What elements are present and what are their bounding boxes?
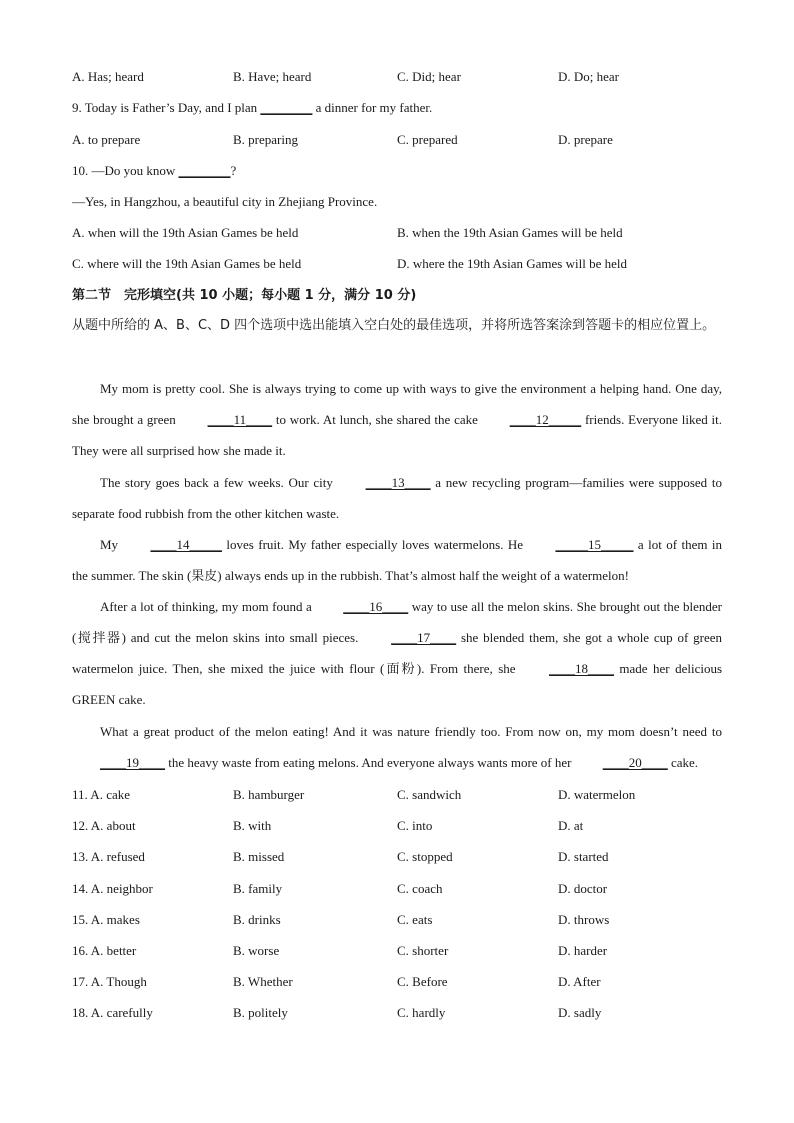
q9-option-a: A. to prepare bbox=[72, 132, 141, 147]
q10-option-a: A. when will the 19th Asian Games be held bbox=[72, 225, 299, 240]
q8-option-c: C. Did; hear bbox=[397, 69, 461, 84]
q8-option-b: B. Have; heard bbox=[233, 69, 312, 84]
blank-15: _____15_____ bbox=[555, 537, 634, 552]
q17-option-a: 17. A. Though bbox=[72, 974, 147, 990]
q16-option-c: C. shorter bbox=[397, 943, 449, 958]
q15-option-d: D. throws bbox=[558, 911, 610, 927]
q10-question bbox=[72, 163, 722, 179]
q10-reply: —Yes, in Hangzhou, a beautiful city in Zhejiang Province. bbox=[72, 194, 378, 209]
passage-paragraph-5 bbox=[72, 716, 722, 778]
passage-paragraph-3 bbox=[72, 529, 722, 591]
q12-option-c: C. into bbox=[397, 818, 433, 834]
q12-option-b: B. with bbox=[233, 818, 272, 834]
q12-option-a: 12. A. about bbox=[72, 818, 136, 834]
q8-option-d: D. Do; hear bbox=[558, 69, 620, 84]
q14-option-d: D. doctor bbox=[558, 880, 608, 896]
q11-option-a: 11. A. cake bbox=[72, 787, 130, 802]
q13-option-d: D. started bbox=[558, 849, 609, 865]
q10-blank: ________ bbox=[178, 163, 231, 178]
p4-text-1: After a lot of thinking, my mom found a bbox=[100, 599, 316, 614]
p1-text-2: to work. At lunch, she shared the cake bbox=[272, 412, 482, 427]
q9-option-b: B. preparing bbox=[233, 132, 298, 147]
q16-option-a: 16. A. better bbox=[72, 943, 137, 958]
p4-text-4: made her delicious GREEN cake. bbox=[72, 661, 723, 707]
q15-option-a: 15. A. makes bbox=[72, 911, 140, 927]
q10-text-after: ? bbox=[230, 163, 237, 178]
q10-option-c: C. where will the 19th Asian Games be held bbox=[72, 256, 302, 271]
q8-option-a: A. Has; heard bbox=[72, 69, 144, 84]
blank-12: ____12_____ bbox=[509, 412, 582, 427]
q15-option-b: B. drinks bbox=[233, 911, 281, 927]
blank-19: ____19____ bbox=[100, 755, 165, 770]
p2-text-1: The story goes back a few weeks. Our city bbox=[100, 475, 338, 490]
p4-text-2: way to use all the melon skins. She brought out the blender (搅拌器) and cut the melon skins into small pieces. bbox=[72, 599, 722, 645]
q14-option-c: C. coach bbox=[397, 880, 443, 896]
q11-option-d: D. watermelon bbox=[558, 787, 636, 802]
q18-option-b: B. politely bbox=[233, 1005, 288, 1021]
q18-option-d: D. sadly bbox=[558, 1005, 602, 1021]
q13-option-b: B. missed bbox=[233, 849, 285, 865]
blank-14: ____14_____ bbox=[150, 537, 222, 552]
p3-text-3: a lot of them in the summer. The skin (果皮) always ends up in the rubbish. That’s almost half the weight of a watermelon! bbox=[72, 537, 723, 583]
p5-text-2: the heavy waste from eating melons. And everyone always wants more of her bbox=[165, 755, 575, 770]
p5-text-3: cake. bbox=[667, 755, 699, 770]
q11-option-c: C. sandwich bbox=[397, 787, 462, 802]
q11-option-b: B. hamburger bbox=[233, 787, 305, 802]
q17-option-b: B. Whether bbox=[233, 974, 293, 990]
p3-text-1: My bbox=[100, 537, 123, 552]
q9-question bbox=[72, 100, 722, 116]
blank-16: ____16____ bbox=[343, 599, 409, 614]
section2-instructions: 从题中所给的 A、B、C、D 四个选项中选出能填入空白处的最佳选项，并将所选答案涂到答题卡的相应位置上。 bbox=[72, 318, 716, 333]
q17-option-d: D. After bbox=[558, 974, 601, 990]
blank-20: ____20____ bbox=[602, 755, 668, 770]
p5-text-1: What a great product of the melon eating! And it was nature friendly too. From now on, my mom doesn’t need to bbox=[100, 724, 722, 739]
blank-17: ____17____ bbox=[391, 630, 457, 645]
p2-text-2: a new recycling program—families were supposed to separate food rubbish from the other kitchen waste. bbox=[72, 475, 722, 521]
p4-text-3: she blended them, she got a whole cup of green watermelon juice. Then, she mixed the juice with flour (面粉). From there, she bbox=[72, 630, 722, 676]
p3-text-2: loves fruit. My father especially loves watermelons. He bbox=[221, 537, 528, 552]
q16-option-b: B. worse bbox=[233, 943, 280, 958]
p1-text-1: My mom is pretty cool. She is always trying to come up with ways to give the environment a helping hand. One day, she brought a green bbox=[72, 381, 722, 427]
q9-text-after: a dinner for my father. bbox=[312, 100, 433, 115]
q10-text-before: 10. —Do you know bbox=[72, 163, 179, 178]
q15-option-c: C. eats bbox=[397, 911, 433, 927]
q18-option-a: 18. A. carefully bbox=[72, 1005, 153, 1021]
q14-option-a: 14. A. neighbor bbox=[72, 880, 153, 896]
p1-text-3: friends. Everyone liked it. They were all surprised how she made it. bbox=[72, 412, 722, 458]
passage-paragraph-2 bbox=[72, 467, 722, 529]
q9-text-before: 9. Today is Father’s Day, and I plan bbox=[72, 100, 261, 115]
blank-13: ____13____ bbox=[365, 475, 431, 490]
section2-title: 第二节 完形填空(共 10 小题；每小题 1 分，满分 10 分) bbox=[72, 288, 417, 303]
q9-option-d: D. prepare bbox=[558, 132, 613, 147]
blank-11: ____11____ bbox=[207, 412, 273, 427]
q13-option-c: C. stopped bbox=[397, 849, 453, 865]
q10-option-b: B. when the 19th Asian Games will be held bbox=[397, 225, 623, 240]
q14-option-b: B. family bbox=[233, 880, 283, 896]
blank-18: ____18____ bbox=[548, 661, 614, 676]
q13-option-a: 13. A. refused bbox=[72, 849, 145, 865]
q12-option-d: D. at bbox=[558, 818, 584, 834]
q9-blank: ________ bbox=[260, 100, 313, 115]
q10-option-d: D. where the 19th Asian Games will be held bbox=[397, 256, 627, 271]
passage-paragraph-1 bbox=[72, 373, 722, 466]
q18-option-c: C. hardly bbox=[397, 1005, 446, 1021]
q9-option-c: C. prepared bbox=[397, 132, 458, 147]
passage-paragraph-4 bbox=[72, 591, 722, 715]
q17-option-c: C. Before bbox=[397, 974, 448, 990]
q16-option-d: D. harder bbox=[558, 943, 608, 958]
